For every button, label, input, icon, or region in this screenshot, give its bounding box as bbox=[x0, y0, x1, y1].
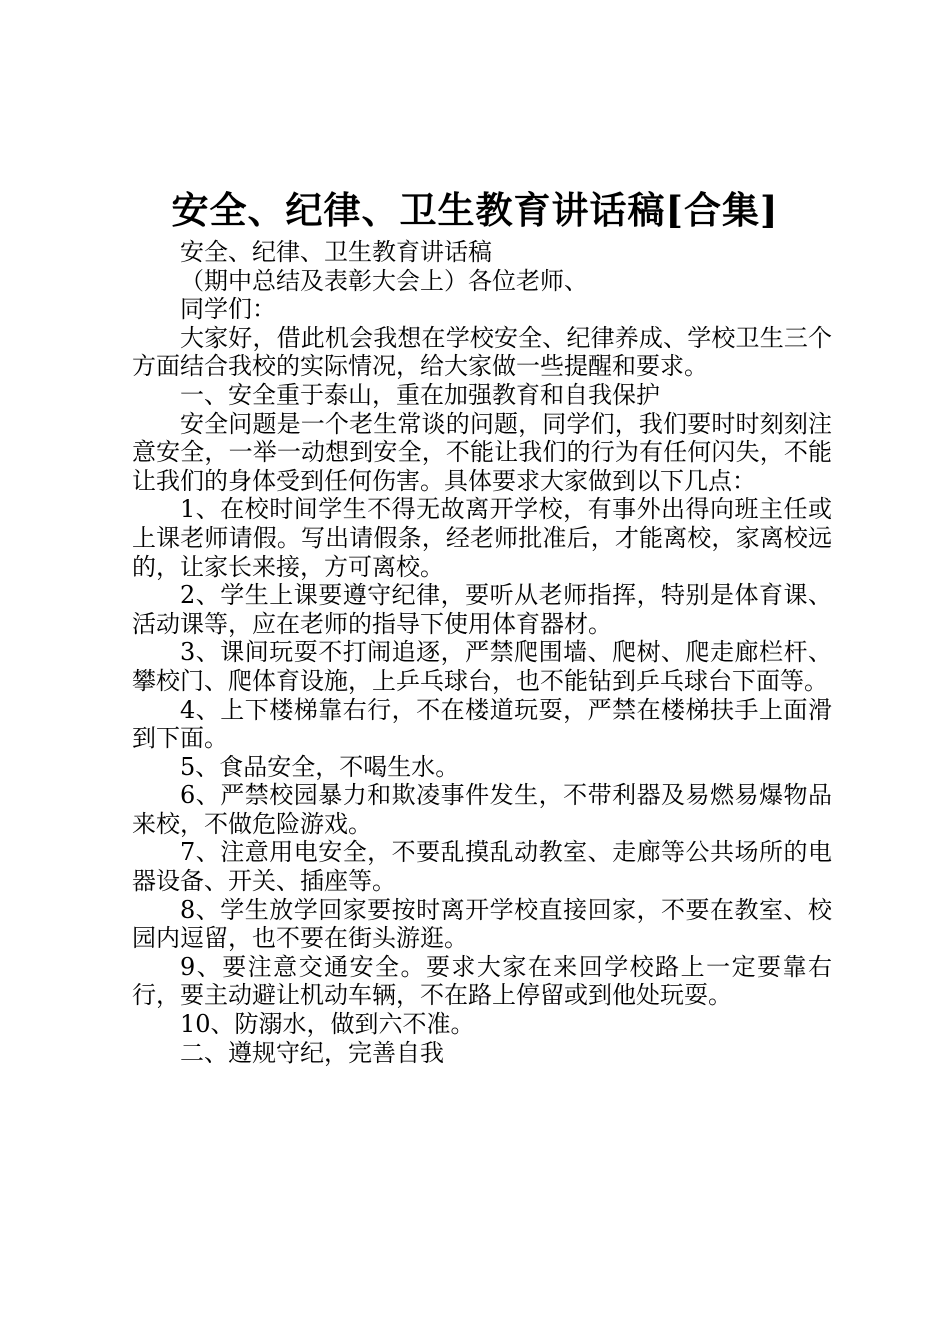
paragraph: 安全问题是一个老生常谈的问题，同学们，我们要时时刻刻注意安全，一举一动想到安全，不能让我们的行为有任何闪失，不能让我们的身体受到任何伤害。具体要求大家做到以下几点： bbox=[132, 409, 832, 495]
list-item: 10、防溺水，做到六不准。 bbox=[180, 1010, 475, 1039]
paragraph: 大家好，借此机会我想在学校安全、纪律养成、学校卫生三个方面结合我校的实际情况，给大家做一些提醒和要求。 bbox=[132, 323, 832, 381]
list-item: 4、上下楼梯靠右行，不在楼道玩耍，严禁在楼梯扶手上面滑到下面。 bbox=[132, 695, 832, 753]
list-item: 3、课间玩耍不打闹追逐，严禁爬围墙、爬树、爬走廊栏杆、攀校门、爬体育设施，上乒乓球台，也不能钻到乒乓球台下面等。 bbox=[132, 638, 832, 695]
list-item: 9、要注意交通安全。要求大家在来回学校路上一定要靠右行，要主动避让机动车辆，不在路上停留或到他处玩耍。 bbox=[132, 952, 832, 1010]
document-body bbox=[132, 238, 832, 1067]
document-title: 安全、纪律、卫生教育讲话稿[合集] bbox=[171, 188, 779, 232]
list-item: 6、严禁校园暴力和欺凌事件发生，不带利器及易燃易爆物品来校，不做危险游戏。 bbox=[132, 781, 832, 838]
list-item: 8、学生放学回家要按时离开学校直接回家，不要在教室、校园内逗留，也不要在街头游逛。 bbox=[132, 895, 832, 953]
list-item: 1、在校时间学生不得无故离开学校，有事外出得向班主任或上课老师请假。写出请假条，经老师批准后，才能离校，家离校远的，让家长来接，方可离校。 bbox=[132, 495, 832, 581]
list-item: 5、食品安全，不喝生水。 bbox=[180, 752, 460, 781]
list-item: 2、学生上课要遵守纪律，要听从老师指挥，特别是体育课、活动课等，应在老师的指导下使用体育器材。 bbox=[132, 581, 832, 638]
list-item: 7、注意用电安全，不要乱摸乱动教室、走廊等公共场所的电器设备、开关、插座等。 bbox=[132, 838, 832, 896]
section-heading: 二、遵规守纪，完善自我 bbox=[180, 1038, 444, 1067]
section-heading: 一、安全重于泰山，重在加强教育和自我保护 bbox=[180, 380, 660, 409]
paragraph: 安全、纪律、卫生教育讲话稿 bbox=[180, 238, 492, 266]
paragraph: （期中总结及表彰大会上）各位老师、 bbox=[180, 266, 588, 295]
paragraph: 同学们： bbox=[180, 295, 276, 324]
